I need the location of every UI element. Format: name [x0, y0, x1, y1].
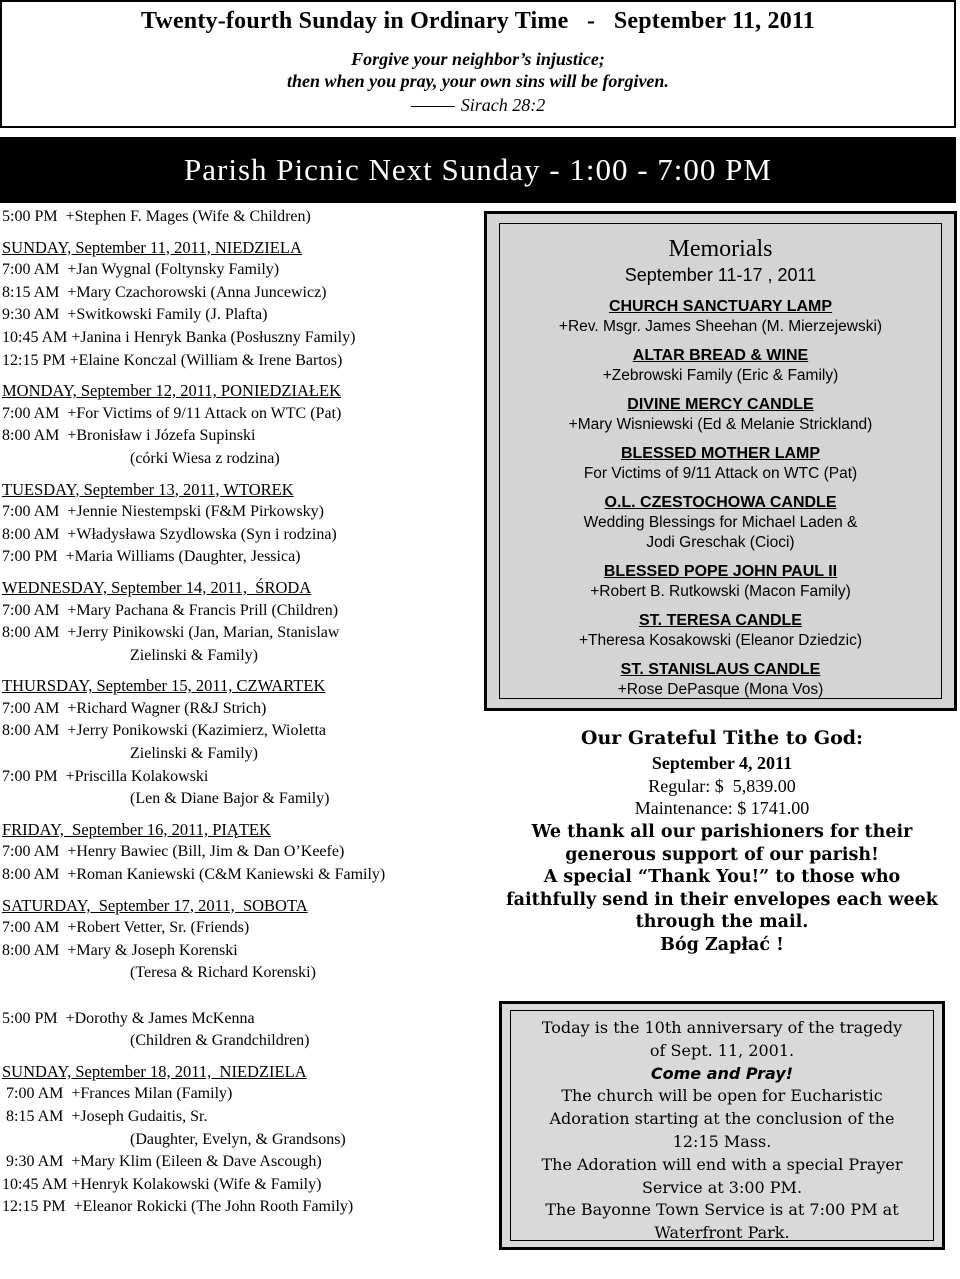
schedule-prev-line: 5:00 PM +Stephen F. Mages (Wife & Children) — [2, 208, 311, 225]
day-heading: THURSDAY, September 15, 2011, CZWARTEK — [2, 676, 326, 696]
day-heading: WEDNESDAY, September 14, 2011, ŚRODA — [2, 577, 312, 597]
memorial-heading: ST. TERESA CANDLE — [639, 612, 802, 629]
anniversary-line: The Bayonne Town Service is at 7:00 PM at — [545, 1200, 899, 1220]
mass-intention: 7:00 AM +Frances Milan (Family) — [2, 1085, 233, 1103]
day-heading: FRIDAY, September 16, 2011, PIĄTEK — [2, 819, 271, 839]
anniversary-inner — [510, 1010, 934, 1241]
spacer — [2, 811, 482, 819]
mass-intention: (Teresa & Richard Korenski) — [130, 964, 316, 982]
mass-intention: 8:00 AM +Władysława Szydlowska (Syn i rodzina) — [2, 525, 337, 543]
mass-intention: (Children & Grandchildren) — [130, 1032, 310, 1050]
quote-line-2: then when you pray, your own sins will be forgiven. — [287, 71, 669, 91]
memorial-dedication: +Mary Wisniewski (Ed & Melanie Strickland) — [568, 416, 873, 433]
anniversary-line: Waterfront Park. — [654, 1223, 790, 1243]
scripture-quote — [2, 48, 954, 92]
mass-intention: 10:45 AM +Janina i Henryk Banka (Posłuszny Family) — [2, 328, 356, 346]
anniversary-line: Today is the 10th anniversary of the tragedy — [541, 1018, 903, 1037]
spacer — [2, 229, 482, 237]
tithe-thanks-line: generous support of our parish! — [565, 844, 879, 865]
mass-intention: 7:00 AM +Mary Pachana & Francis Prill (Children) — [2, 601, 339, 619]
day-heading: SUNDAY, September 11, 2011, NIEDZIELA — [2, 237, 302, 257]
memorial-heading: DIVINE MERCY CANDLE — [627, 396, 814, 413]
mass-intention: 7:00 PM +Priscilla Kolakowski — [2, 767, 209, 785]
mass-intention: 12:15 PM +Eleanor Rokicki (The John Rooth Family) — [2, 1198, 354, 1216]
mass-intention: 8:00 AM +Bronisław i Józefa Supinski — [2, 427, 256, 445]
memorials-box — [484, 211, 957, 711]
memorials-dates: September 11-17 , 2011 — [624, 265, 817, 285]
mass-intention: (Len & Diane Bajor & Family) — [130, 790, 330, 808]
quote-line-1: Forgive your neighbor’s injustice; — [351, 49, 605, 69]
mass-intention: 8:15 AM +Joseph Gudaitis, Sr. — [2, 1107, 208, 1125]
spacer — [2, 1053, 482, 1061]
memorial-dedication: +Robert B. Rutkowski (Macon Family) — [590, 583, 851, 600]
mass-intention: Zielinski & Family) — [130, 745, 258, 763]
mass-intention: 9:30 AM +Mary Klim (Eileen & Dave Ascough) — [2, 1153, 322, 1171]
memorial-dedication: Wedding Blessings for Michael Laden & — [583, 514, 858, 531]
tithe-thanks-line: A special “Thank You!” to those who — [543, 867, 901, 887]
tithe-thanks-line: We thank all our parishioners for their — [531, 822, 913, 842]
tithe-thanks-line: faithfully send in their envelopes each week — [506, 889, 938, 910]
mass-intention: 5:00 PM +Dorothy & James McKenna — [2, 1009, 255, 1027]
mass-intention: 10:45 AM +Henryk Kolakowski (Wife & Family) — [2, 1175, 322, 1193]
memorial-dedication: Jodi Greschak (Cioci) — [646, 534, 795, 551]
anniversary-box — [499, 1001, 945, 1250]
memorial-heading: BLESSED MOTHER LAMP — [620, 445, 821, 462]
mass-intention — [2, 985, 482, 1008]
memorial-dedication: +Rev. Msgr. James Sheehan (M. Mierzejewski) — [558, 318, 883, 335]
citation-dash — [411, 106, 455, 107]
spacer — [2, 1219, 482, 1227]
tithe-section — [484, 725, 960, 956]
mass-intention: 7:00 AM +Jan Wygnal (Foltynsky Family) — [2, 261, 280, 279]
spacer — [2, 667, 482, 675]
memorials-title: Memorials — [668, 236, 773, 262]
anniversary-line: Service at 3:00 PM. — [641, 1177, 803, 1197]
mass-intention: (córki Wiesa z rodzina) — [130, 449, 280, 467]
mass-intention: 7:00 PM +Maria Williams (Daughter, Jessica) — [2, 548, 301, 566]
memorial-dedication: For Victims of 9/11 Attack on WTC (Pat) — [583, 465, 858, 482]
mass-intention: 8:00 AM +Jerry Pinikowski (Jan, Marian, Stanislaw — [2, 624, 340, 642]
memorial-dedication: +Theresa Kosakowski (Eleanor Dziedzic) — [579, 632, 862, 649]
day-heading: TUESDAY, September 13, 2011, WTOREK — [2, 479, 294, 499]
memorial-dedication: +Rose DePasque (Mona Vos) — [617, 681, 824, 698]
mass-intention: 12:15 PM +Elaine Konczal (William & Irene Bartos) — [2, 351, 343, 369]
header-box — [0, 0, 956, 128]
day-heading: MONDAY, September 12, 2011, PONIEDZIAŁEK — [2, 381, 341, 401]
mass-intention: 7:00 AM +Robert Vetter, Sr. (Friends) — [2, 919, 250, 937]
tithe-thanks — [484, 821, 960, 956]
memorial-heading: BLESSED POPE JOHN PAUL II — [603, 563, 838, 580]
tithe-date: September 4, 2011 — [651, 753, 793, 773]
day-heading: SATURDAY, September 17, 2011, SOBOTA — [2, 895, 308, 915]
spacer — [2, 372, 482, 380]
mass-intention: 8:00 AM +Jerry Ponikowski (Kazimierz, Wioletta — [2, 722, 327, 740]
anniversary-emphasis: Come and Pray! — [650, 1063, 794, 1083]
memorial-dedication: +Zebrowski Family (Eric & Family) — [602, 367, 839, 384]
mass-schedule — [2, 206, 482, 1227]
anniversary-line: Adoration starting at the conclusion of the — [549, 1109, 895, 1129]
mass-intention: (Daughter, Evelyn, & Grandsons) — [130, 1130, 346, 1148]
tithe-regular: Regular: $ 5,839.00 — [648, 776, 796, 796]
tithe-thanks-line: through the mail. — [635, 912, 809, 932]
mass-intention: 7:00 AM +Henry Bawiec (Bill, Jim & Dan O’Keefe) — [2, 843, 345, 861]
citation-text: Sirach 28:2 — [460, 95, 546, 115]
mass-intention: 7:00 AM +For Victims of 9/11 Attack on WTC (Pat) — [2, 404, 342, 422]
mass-intention: 8:00 AM +Roman Kaniewski (C&M Kaniewski & Family) — [2, 866, 386, 884]
memorials-inner — [499, 223, 942, 699]
spacer — [2, 471, 482, 479]
tithe-maintenance: Maintenance: $ 1741.00 — [634, 798, 810, 818]
page-title: Twenty-fourth Sunday in Ordinary Time - September 11, 2011 — [140, 8, 816, 34]
memorial-heading: ST. STANISLAUS CANDLE — [620, 661, 821, 678]
mass-intention: 8:15 AM +Mary Czachorowski (Anna Juncewicz) — [2, 283, 327, 301]
anniversary-line: The church will be open for Eucharistic — [561, 1086, 883, 1106]
picnic-banner: Parish Picnic Next Sunday - 1:00 - 7:00 PM — [0, 137, 956, 203]
mass-intention: 9:30 AM +Switkowski Family (J. Plafta) — [2, 306, 268, 324]
tithe-title: Our Grateful Tithe to God: — [580, 727, 864, 749]
memorial-heading: O.L. CZESTOCHOWA CANDLE — [604, 494, 837, 511]
memorial-heading: CHURCH SANCTUARY LAMP — [608, 298, 833, 315]
mass-intention: 8:00 AM +Mary & Joseph Korenski — [2, 941, 238, 959]
mass-intention: Zielinski & Family) — [130, 646, 258, 664]
anniversary-line: 12:15 Mass. — [672, 1131, 772, 1151]
mass-intention: 7:00 AM +Richard Wagner (R&J Strich) — [2, 699, 267, 717]
mass-intention: 7:00 AM +Jennie Niestempski (F&M Pirkowsky) — [2, 503, 324, 521]
anniversary-line: of Sept. 11, 2001. — [649, 1040, 795, 1060]
anniversary-line: The Adoration will end with a special Prayer — [541, 1154, 903, 1174]
spacer — [2, 569, 482, 577]
tithe-thanks-line: Bóg Zapłać ! — [660, 934, 784, 955]
memorial-heading: ALTAR BREAD & WINE — [632, 347, 809, 364]
day-heading: SUNDAY, September 18, 2011, NIEDZIELA — [2, 1061, 307, 1081]
scripture-citation — [2, 94, 954, 116]
spacer — [2, 887, 482, 895]
